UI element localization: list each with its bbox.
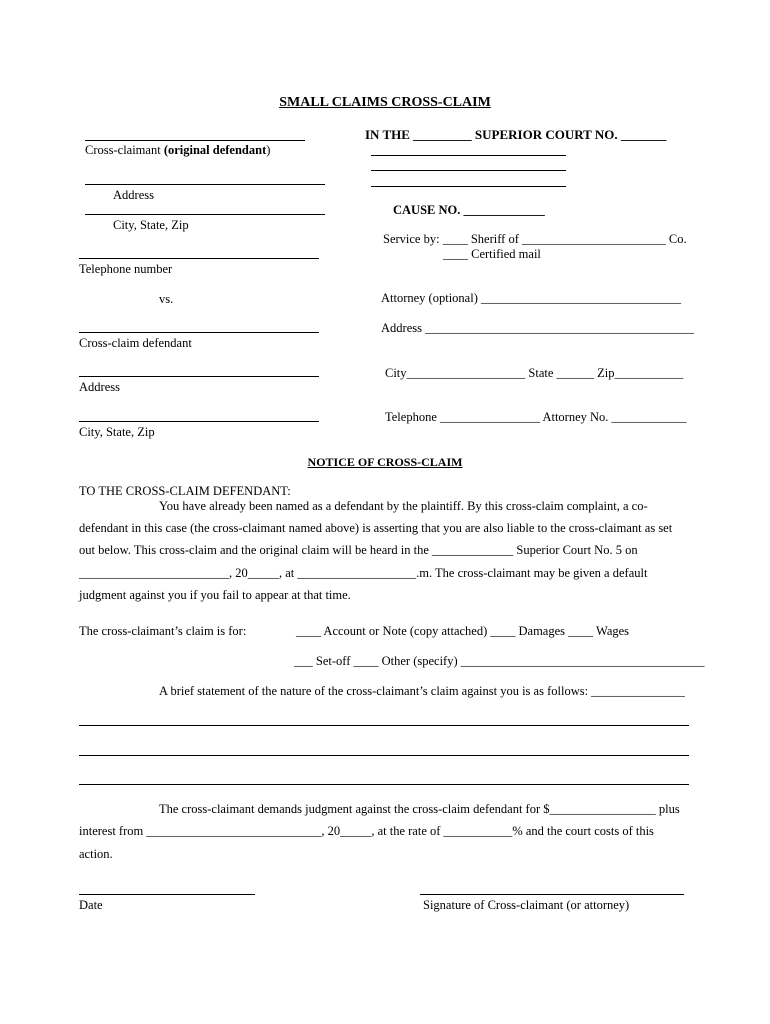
- telephone-label: Telephone number: [79, 262, 173, 276]
- attorney-address-field: Address ___________________________________________: [381, 321, 694, 335]
- signature-label: Signature of Cross-claimant (or attorney): [423, 898, 630, 912]
- date-label: Date: [79, 898, 103, 912]
- defendant-city-label: City, State, Zip: [79, 425, 155, 439]
- defendant-label: Cross-claim defendant: [79, 336, 192, 350]
- court-line-2[interactable]: [371, 170, 566, 171]
- notice-heading: NOTICE OF CROSS-CLAIM: [307, 455, 463, 469]
- notice-line-4: ________________________, 20_____, at ___________________.m. The cross-claimant may be given a default: [79, 566, 648, 580]
- defendant-city-line[interactable]: [79, 421, 319, 422]
- demand-line-2: interest from ____________________________, 20_____, at the rate of ___________% and the court costs of this: [79, 824, 654, 838]
- cause-number: CAUSE NO. _____________: [393, 203, 545, 217]
- claim-label: The cross-claimant’s claim is for:: [79, 624, 247, 638]
- attorney-field: Attorney (optional) ________________________________: [381, 291, 681, 305]
- claimant-address-line[interactable]: [85, 184, 325, 185]
- claimant-city-label: City, State, Zip: [113, 218, 189, 232]
- claimant-city-line[interactable]: [85, 214, 325, 215]
- statement-line-2[interactable]: [79, 755, 689, 756]
- defendant-address-line[interactable]: [79, 376, 319, 377]
- notice-line-1: You have already been named as a defendant by the plaintiff. By this cross-claim complaint, a co-: [159, 499, 648, 513]
- notice-to: TO THE CROSS-CLAIM DEFENDANT:: [79, 484, 291, 498]
- signature-line[interactable]: [420, 894, 684, 895]
- court-line-3[interactable]: [371, 186, 566, 187]
- demand-line-3: action.: [79, 847, 113, 861]
- statement-line-3[interactable]: [79, 784, 689, 785]
- claimant-label: Cross-claimant (original defendant): [85, 143, 271, 157]
- claimant-address-label: Address: [113, 188, 154, 202]
- service-by: Service by: ____ Sheriff of _______________________ Co.: [383, 232, 687, 246]
- date-line[interactable]: [79, 894, 255, 895]
- defendant-address-label: Address: [79, 380, 120, 394]
- claim-options-1: ____ Account or Note (copy attached) ____ Damages ____ Wages: [296, 624, 630, 638]
- notice-line-3: out below. This cross-claim and the original claim will be heard in the _____________ Superior Court No. 5 on: [79, 543, 638, 557]
- versus-label: vs.: [159, 292, 174, 306]
- court-heading: IN THE _________ SUPERIOR COURT NO. _______: [365, 127, 667, 142]
- notice-line-2: defendant in this case (the cross-claimant named above) is asserting that you are also liable to the cross-claimant as set: [79, 521, 673, 535]
- statement-line-1[interactable]: [79, 725, 689, 726]
- notice-line-5: judgment against you if you fail to appear at that time.: [79, 588, 351, 602]
- claim-brief: A brief statement of the nature of the cross-claimant’s claim against you is as follows: _______________: [159, 684, 685, 698]
- court-line-1[interactable]: [371, 155, 566, 156]
- certified-mail: ____ Certified mail: [443, 247, 541, 261]
- page-title: SMALL CLAIMS CROSS-CLAIM: [279, 95, 491, 110]
- attorney-city-field: City___________________ State ______ Zip___________: [385, 366, 684, 380]
- defendant-name-line[interactable]: [79, 332, 319, 333]
- demand-line-1: The cross-claimant demands judgment against the cross-claim defendant for $_________________ plus: [159, 802, 680, 816]
- telephone-line[interactable]: [79, 258, 319, 259]
- claimant-name-line[interactable]: [85, 140, 305, 141]
- claim-options-2: ___ Set-off ____ Other (specify) _______________________________________: [294, 654, 705, 668]
- attorney-telephone-field: Telephone ________________ Attorney No. ____________: [385, 410, 687, 424]
